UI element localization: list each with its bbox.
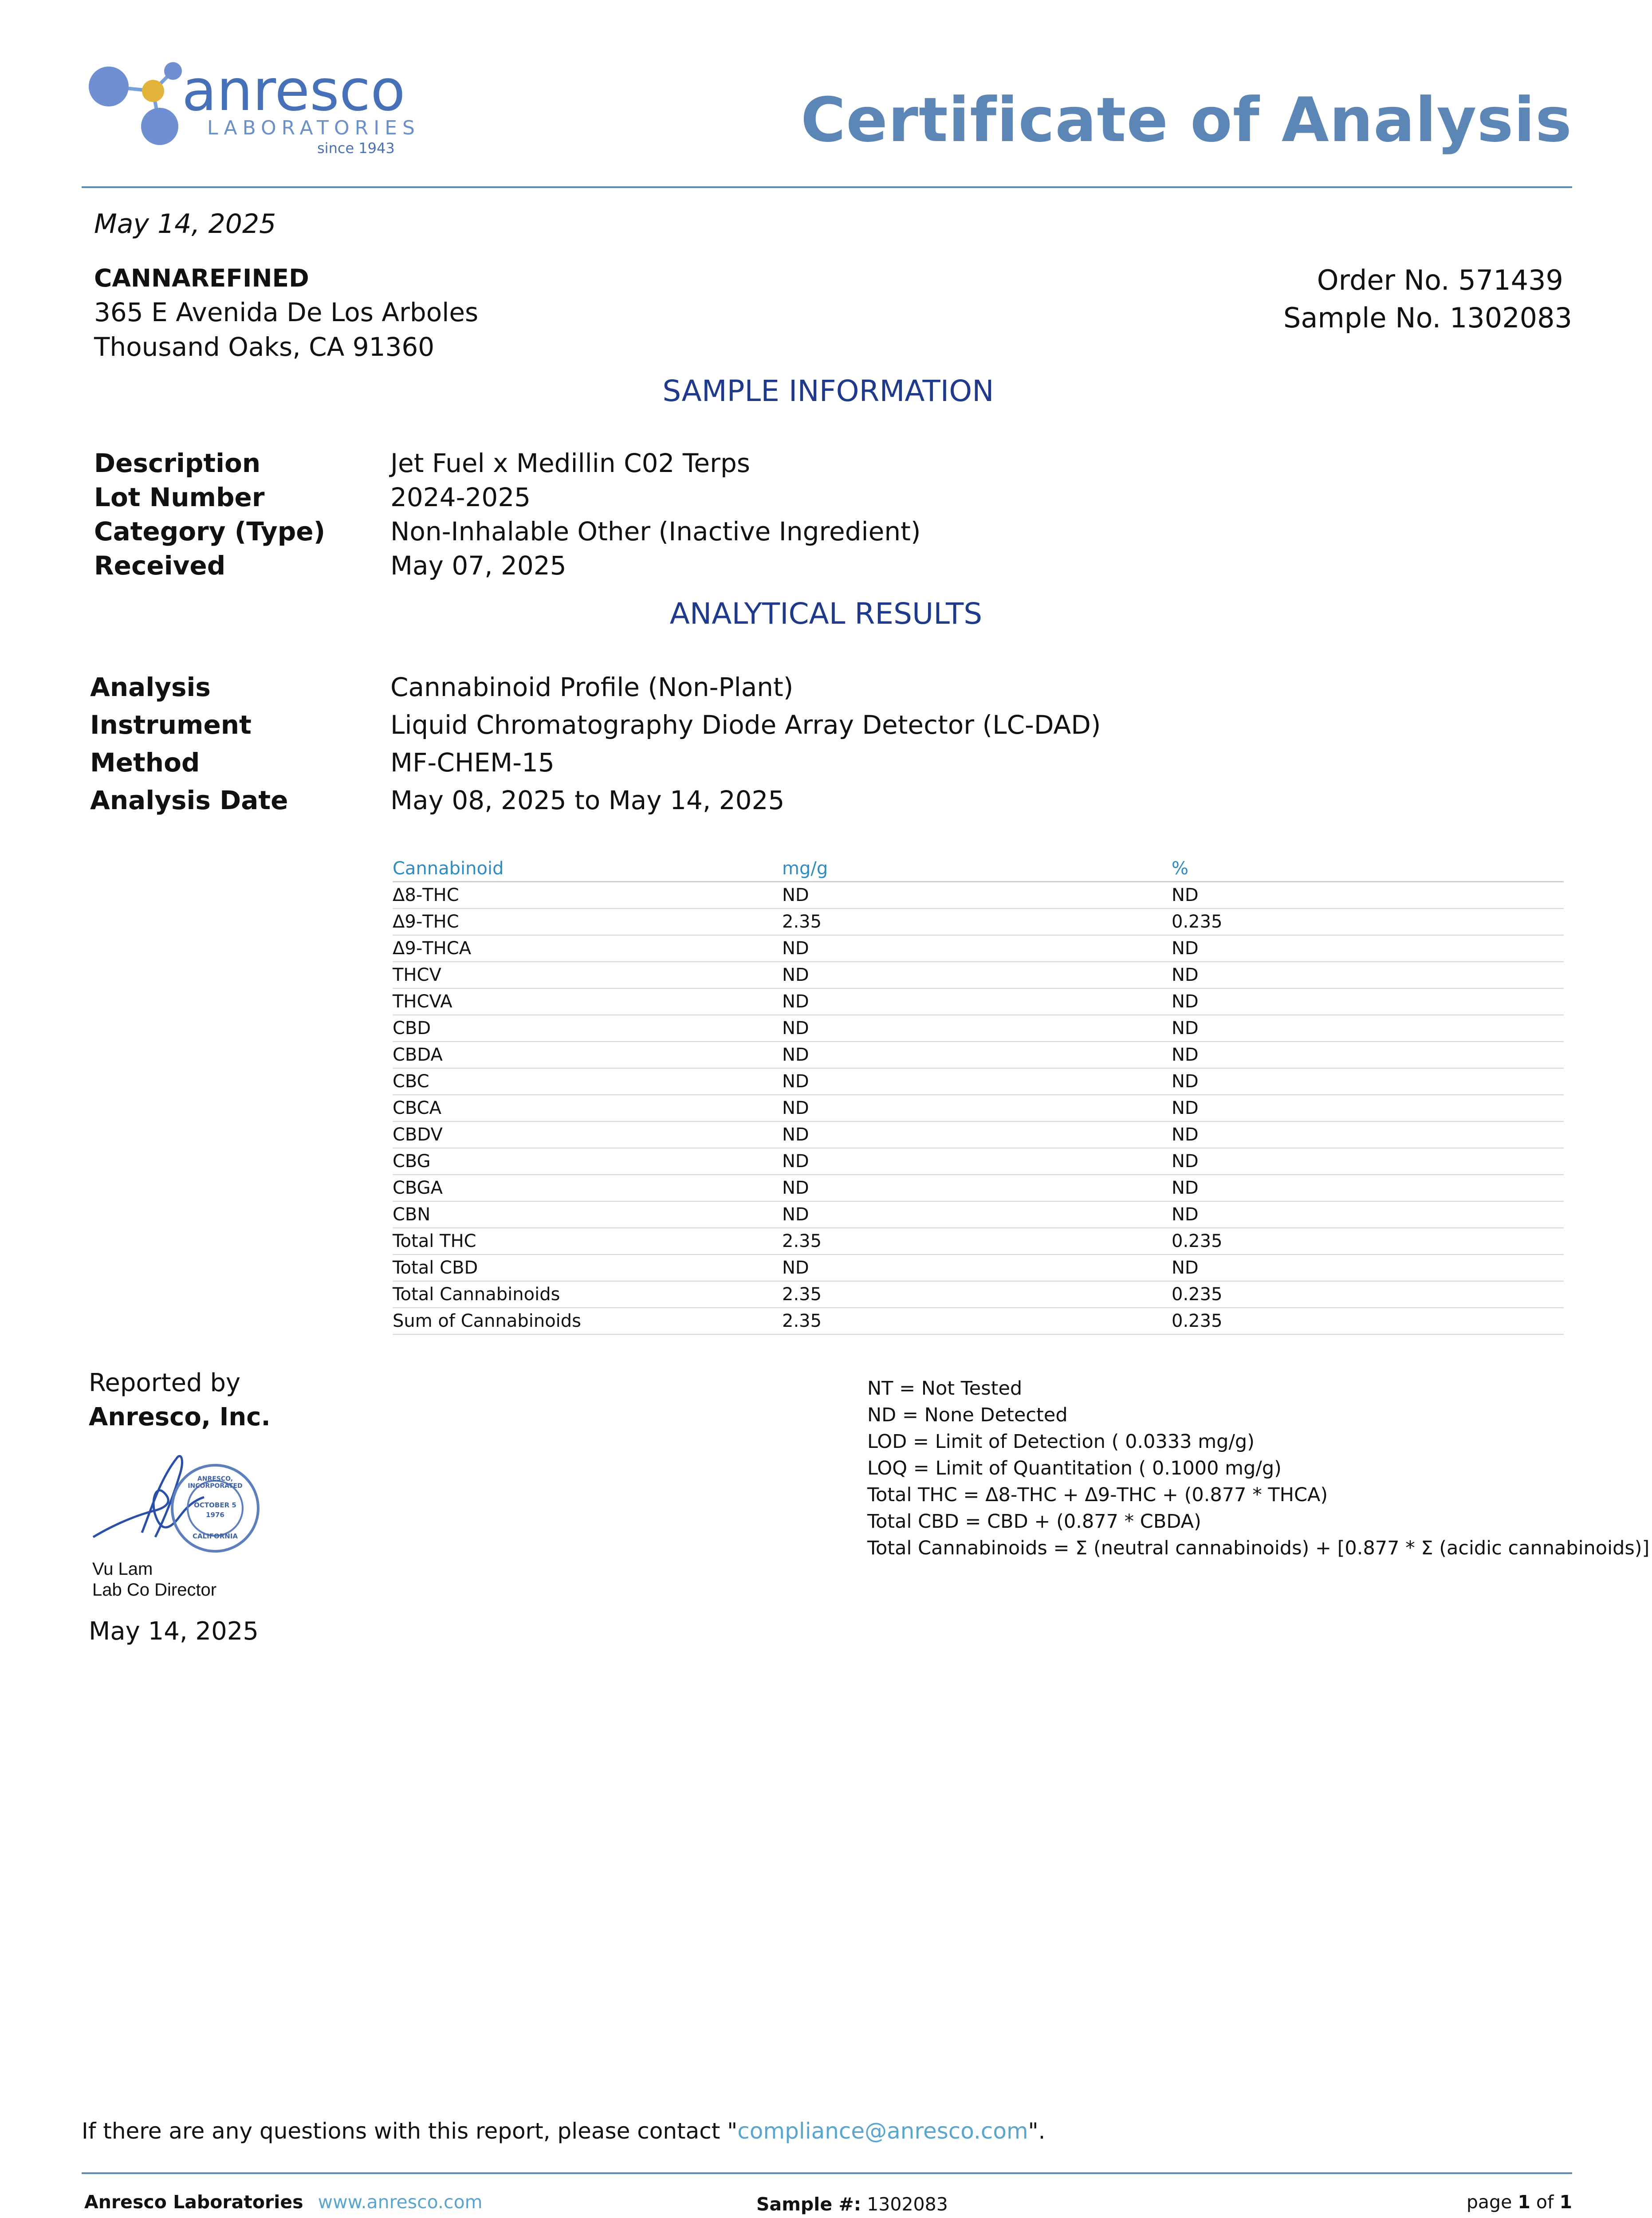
- table-row: [393, 935, 1564, 962]
- seal-text-year: 1976: [206, 1511, 224, 1519]
- table-row: [393, 908, 1564, 935]
- percent-value: ND: [1172, 1015, 1564, 1042]
- percent-value: ND: [1172, 1121, 1564, 1148]
- total-pages: 1: [1559, 2191, 1572, 2213]
- signed-date: May 14, 2025: [89, 1617, 259, 1646]
- sample-info-value: 2024-2025: [390, 482, 531, 512]
- current-page: 1: [1518, 2191, 1530, 2213]
- table-row: [393, 882, 1564, 909]
- percent-value: ND: [1172, 1255, 1564, 1281]
- table-row: [393, 1068, 1564, 1095]
- percent-value: ND: [1172, 988, 1564, 1015]
- analysis-info-value: MF-CHEM-15: [390, 747, 555, 778]
- seal-text-bottom: CALIFORNIA: [192, 1532, 238, 1540]
- reported-by-label: Reported by: [89, 1369, 241, 1397]
- footer-sample: [756, 2194, 948, 2215]
- legend-item: LOD = Limit of Detection ( 0.0333 mg/g): [867, 1431, 1255, 1453]
- mg-per-g-value: ND: [782, 1015, 1172, 1042]
- cannabinoid-name: Sum of Cannabinoids: [393, 1308, 782, 1334]
- mg-per-g-value: ND: [782, 1148, 1172, 1175]
- percent-value: 0.235: [1172, 1308, 1564, 1334]
- cannabinoid-name: CBGA: [393, 1175, 782, 1201]
- legend-item: ND = None Detected: [867, 1404, 1068, 1426]
- legend-item: Total CBD = CBD + (0.877 * CBDA): [867, 1510, 1201, 1533]
- mg-per-g-value: ND: [782, 1042, 1172, 1068]
- page-prefix: page: [1466, 2191, 1518, 2213]
- cannabinoid-name: Δ9-THC: [393, 908, 782, 935]
- cannabinoid-name: CBC: [393, 1068, 782, 1095]
- mg-per-g-value: 2.35: [782, 1228, 1172, 1255]
- sample-info-label: Received: [94, 551, 226, 581]
- client-address-line1: 365 E Avenida De Los Arboles: [94, 297, 479, 327]
- sample-info-label: Lot Number: [94, 482, 265, 512]
- legend: [867, 1375, 1649, 1561]
- company-logo: [87, 60, 433, 162]
- legend-item: Total Cannabinoids = Σ (neutral cannabinoids) + [0.877 * Σ (acidic cannabinoids)]: [867, 1537, 1650, 1559]
- table-row: [393, 988, 1564, 1015]
- seal-text-month: OCTOBER 5: [194, 1501, 236, 1509]
- seal-text-top: ANRESCO, INCORPORATED: [188, 1475, 243, 1490]
- analysis-info-value: Cannabinoid Profile (Non-Plant): [390, 672, 794, 702]
- percent-value: ND: [1172, 1175, 1564, 1201]
- mg-per-g-value: ND: [782, 882, 1172, 909]
- table-row: [393, 962, 1564, 988]
- corporate-seal: [171, 1464, 260, 1553]
- column-header-cannabinoid: Cannabinoid: [393, 856, 782, 882]
- reporting-company: Anresco, Inc.: [89, 1403, 271, 1431]
- cannabinoid-name: Δ9-THCA: [393, 935, 782, 962]
- cannabinoid-name: CBDV: [393, 1121, 782, 1148]
- report-date: May 14, 2025: [94, 208, 276, 240]
- cannabinoid-name: CBCA: [393, 1095, 782, 1121]
- cannabinoid-name: CBN: [393, 1201, 782, 1228]
- analysis-info-label: Instrument: [90, 710, 252, 740]
- table-row: [393, 1255, 1564, 1281]
- cannabinoid-name: Total Cannabinoids: [393, 1281, 782, 1308]
- percent-value: ND: [1172, 1068, 1564, 1095]
- table-row: [393, 1281, 1564, 1308]
- client-address-line2: Thousand Oaks, CA 91360: [94, 332, 435, 362]
- cannabinoid-name: CBD: [393, 1015, 782, 1042]
- order-number: Order No. 571439: [1317, 264, 1563, 296]
- column-header-percent: %: [1172, 856, 1564, 882]
- analysis-info-value: Liquid Chromatography Diode Array Detector (LC-DAD): [390, 710, 1101, 740]
- contact-text-suffix: ".: [1028, 2118, 1046, 2144]
- page-title: Certificate of Analysis: [801, 84, 1572, 156]
- table-header-row: [393, 856, 1564, 882]
- footer-divider: [82, 2172, 1572, 2174]
- percent-value: ND: [1172, 935, 1564, 962]
- mg-per-g-value: 2.35: [782, 908, 1172, 935]
- table-row: [393, 1228, 1564, 1255]
- analysis-info-value: May 08, 2025 to May 14, 2025: [390, 785, 785, 815]
- cannabinoid-name: THCV: [393, 962, 782, 988]
- mg-per-g-value: ND: [782, 1201, 1172, 1228]
- logo-subtitle: LABORATORIES: [207, 117, 420, 139]
- cannabinoid-name: CBDA: [393, 1042, 782, 1068]
- mg-per-g-value: ND: [782, 1255, 1172, 1281]
- client-name: CANNAREFINED: [94, 264, 309, 292]
- logo-since: since 1943: [317, 140, 395, 157]
- footer-lab-info: [84, 2191, 483, 2213]
- signer-name: Vu Lam: [92, 1559, 153, 1579]
- percent-value: 0.235: [1172, 1281, 1564, 1308]
- table-row: [393, 1308, 1564, 1334]
- header-divider: [82, 186, 1572, 188]
- mg-per-g-value: 2.35: [782, 1308, 1172, 1334]
- footer-lab-name: Anresco Laboratories: [84, 2191, 303, 2213]
- sample-info-label: Category (Type): [94, 516, 326, 547]
- percent-value: 0.235: [1172, 908, 1564, 935]
- cannabinoid-results-table: [393, 856, 1564, 1335]
- footer-sample-label: Sample #:: [756, 2194, 861, 2215]
- percent-value: ND: [1172, 1042, 1564, 1068]
- table-row: [393, 1015, 1564, 1042]
- analytical-results-heading: ANALYTICAL RESULTS: [669, 597, 983, 631]
- footer-sample-value: 1302083: [867, 2194, 948, 2215]
- page-of: of: [1530, 2191, 1560, 2213]
- table-row: [393, 1175, 1564, 1201]
- cannabinoid-name: Δ8-THC: [393, 882, 782, 909]
- mg-per-g-value: ND: [782, 1175, 1172, 1201]
- analysis-info-label: Method: [90, 747, 200, 778]
- table-row: [393, 1042, 1564, 1068]
- footer-website-link[interactable]: www.anresco.com: [318, 2191, 483, 2213]
- percent-value: 0.235: [1172, 1228, 1564, 1255]
- contact-email-link[interactable]: compliance@anresco.com: [737, 2118, 1028, 2144]
- mg-per-g-value: ND: [782, 988, 1172, 1015]
- percent-value: ND: [1172, 1148, 1564, 1175]
- analysis-info-label: Analysis: [90, 672, 211, 702]
- sample-info-value: May 07, 2025: [390, 551, 566, 581]
- molecule-icon: [87, 60, 193, 157]
- contact-line: [82, 2118, 1046, 2144]
- mg-per-g-value: ND: [782, 1121, 1172, 1148]
- table-row: [393, 1121, 1564, 1148]
- mg-per-g-value: 2.35: [782, 1281, 1172, 1308]
- sample-info-label: Description: [94, 448, 261, 478]
- percent-value: ND: [1172, 962, 1564, 988]
- legend-item: LOQ = Limit of Quantitation ( 0.1000 mg/g): [867, 1457, 1282, 1479]
- contact-text-prefix: If there are any questions with this report, please contact ": [82, 2118, 738, 2144]
- percent-value: ND: [1172, 1201, 1564, 1228]
- analysis-info-label: Analysis Date: [90, 785, 288, 815]
- mg-per-g-value: ND: [782, 1095, 1172, 1121]
- legend-item: NT = Not Tested: [867, 1377, 1023, 1400]
- cannabinoid-name: Total THC: [393, 1228, 782, 1255]
- percent-value: ND: [1172, 882, 1564, 909]
- cannabinoid-name: CBG: [393, 1148, 782, 1175]
- table-row: [393, 1201, 1564, 1228]
- sample-info-value: Non-Inhalable Other (Inactive Ingredient): [390, 516, 921, 547]
- sample-number: Sample No. 1302083: [1283, 302, 1572, 334]
- logo-name: anresco: [182, 58, 405, 124]
- legend-item: Total THC = Δ8-THC + Δ9-THC + (0.877 * THCA): [867, 1484, 1328, 1506]
- sample-information-heading: SAMPLE INFORMATION: [662, 374, 994, 408]
- mg-per-g-value: ND: [782, 935, 1172, 962]
- percent-value: ND: [1172, 1095, 1564, 1121]
- footer-page-number: [1467, 2191, 1572, 2213]
- mg-per-g-value: ND: [782, 962, 1172, 988]
- cannabinoid-name: THCVA: [393, 988, 782, 1015]
- cannabinoid-name: Total CBD: [393, 1255, 782, 1281]
- table-row: [393, 1148, 1564, 1175]
- sample-info-value: Jet Fuel x Medillin C02 Terps: [390, 448, 750, 478]
- mg-per-g-value: ND: [782, 1068, 1172, 1095]
- table-row: [393, 1095, 1564, 1121]
- column-header-mg-per-g: mg/g: [782, 856, 1172, 882]
- signer-title: Lab Co Director: [92, 1580, 217, 1600]
